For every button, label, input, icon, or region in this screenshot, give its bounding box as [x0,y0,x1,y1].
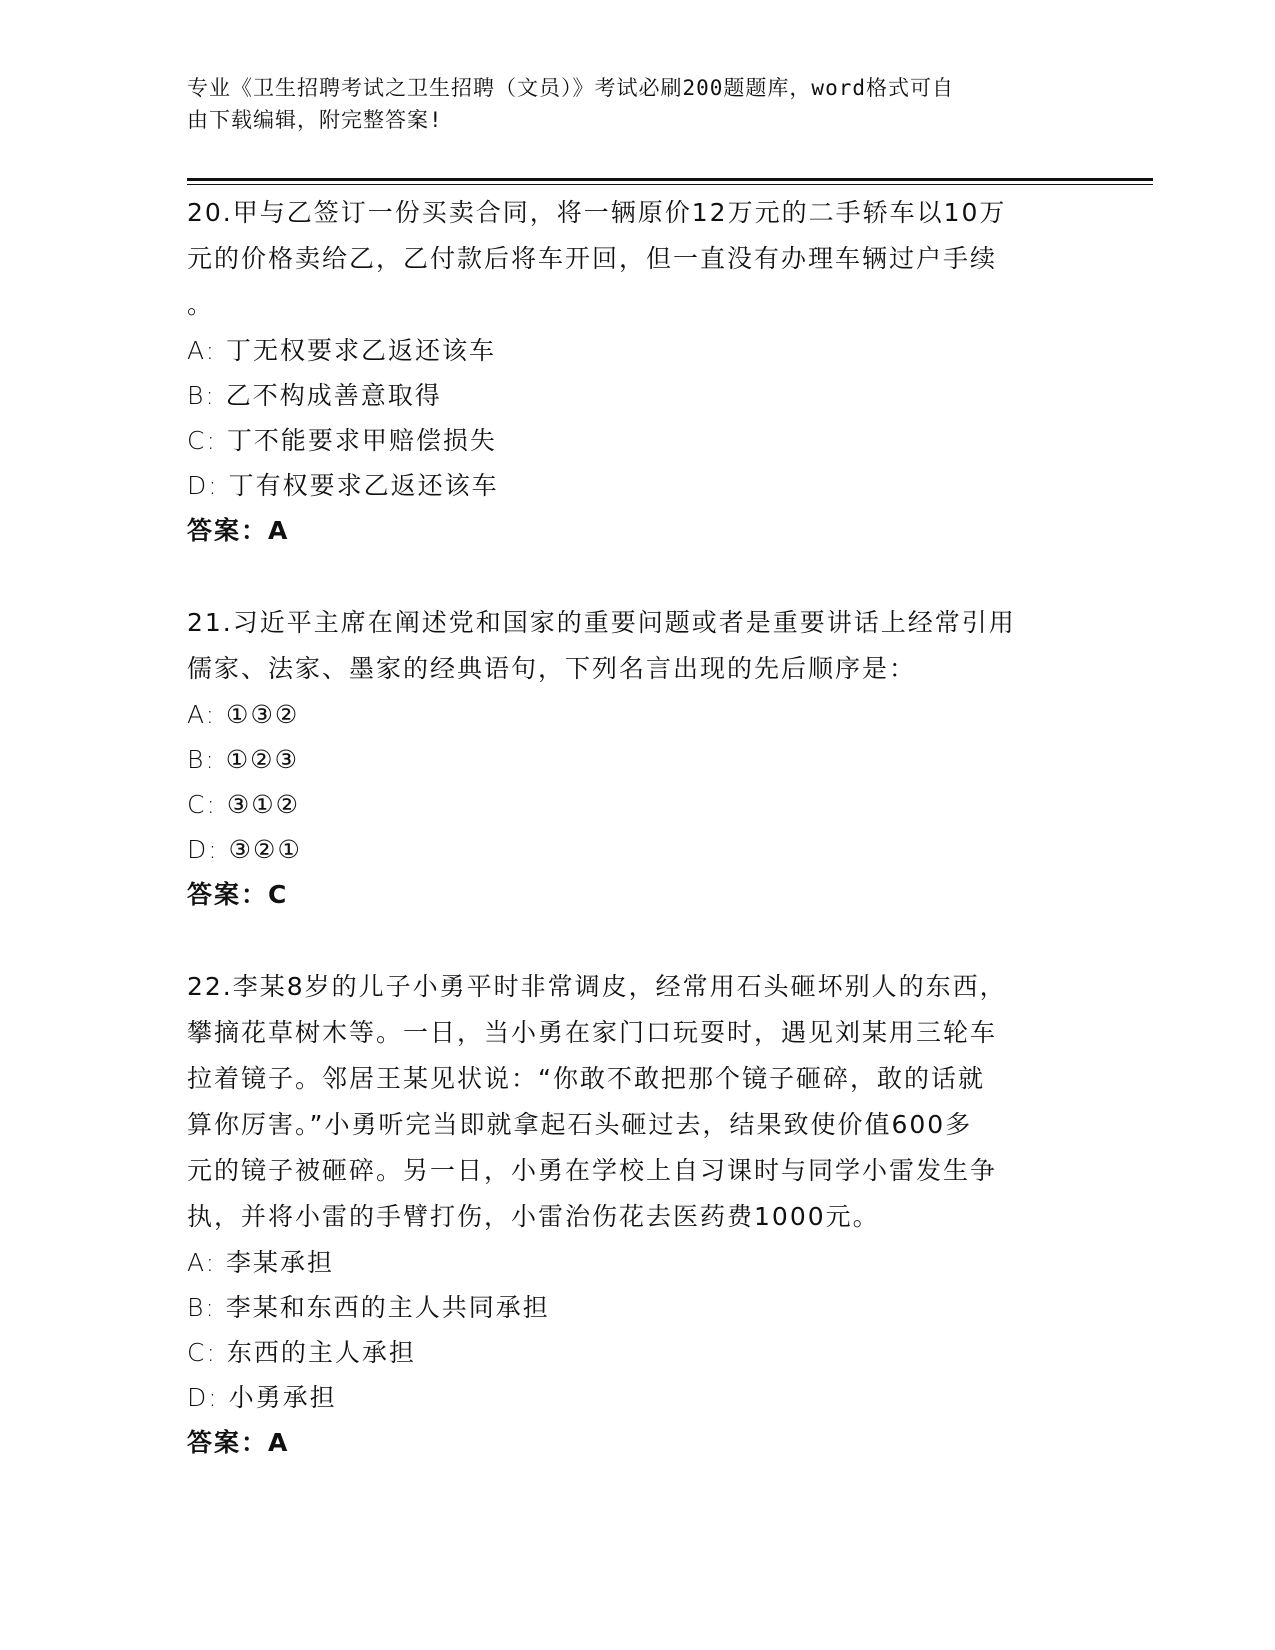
option-a: A: 李某承担 [187,1248,335,1277]
option-a: A: 丁无权要求乙返还该车 [187,336,497,365]
answer-label: 答案：C [187,880,289,909]
question-text: 儒家、法家、墨家的经典语句，下列名言出现的先后顺序是： [187,654,917,683]
question-text: 攀摘花草树木等。一日，当小勇在家门口玩耍时，遇见刘某用三轮车 [187,1018,998,1047]
question-text: 20.甲与乙签订一份买卖合同，将一辆原价12万元的二手轿车以10万 [187,198,1007,227]
option-b: B: ①②③ [187,745,299,774]
option-d: D: ③②① [187,835,302,864]
question-20 [187,190,1067,553]
question-22 [187,964,1067,1465]
question-text: 元的镜子被砸碎。另一日，小勇在学校上自习课时与同学小雷发生争 [187,1156,998,1185]
question-text: 21.习近平主席在阐述党和国家的重要问题或者是重要讲话上经常引用 [187,608,1016,637]
question-text: 执，并将小雷的手臂打伤，小雷治伤花去医药费1000元。 [187,1202,880,1231]
option-c: C: 东西的主人承担 [187,1338,416,1367]
header-rule-thick [187,178,1153,181]
option-b: B: 乙不构成善意取得 [187,381,442,410]
option-c: C: ③①② [187,790,301,819]
document-header [187,72,1067,136]
question-text: 拉着镜子。邻居王某见状说：“你敢不敢把那个镜子砸碎，敢的话就 [187,1064,985,1093]
answer-label: 答案：A [187,1428,290,1457]
option-d: D: 丁有权要求乙返还该车 [187,471,499,500]
header-rule-thin [187,184,1153,185]
question-text: 22.李某8岁的儿子小勇平时非常调皮，经常用石头砸坏别人的东西， [187,972,1007,1001]
question-text: 。 [187,290,215,319]
option-b: B: 李某和东西的主人共同承担 [187,1293,550,1322]
option-d: D: 小勇承担 [187,1383,337,1412]
header-line: 专业《卫生招聘考试之卫生招聘（文员）》考试必刷200题题库，word格式可自 [187,76,954,100]
option-a: A: ①③② [187,700,300,729]
question-text: 算你厉害。”小勇听完当即就拿起石头砸过去，结果致使价值600多 [187,1110,973,1139]
answer-label: 答案：A [187,516,290,545]
question-text: 元的价格卖给乙，乙付款后将车开回，但一直没有办理车辆过户手续 [187,244,998,273]
option-c: C: 丁不能要求甲赔偿损失 [187,426,497,455]
question-21 [187,600,1067,917]
header-line: 由下载编辑，附完整答案! [187,108,443,132]
